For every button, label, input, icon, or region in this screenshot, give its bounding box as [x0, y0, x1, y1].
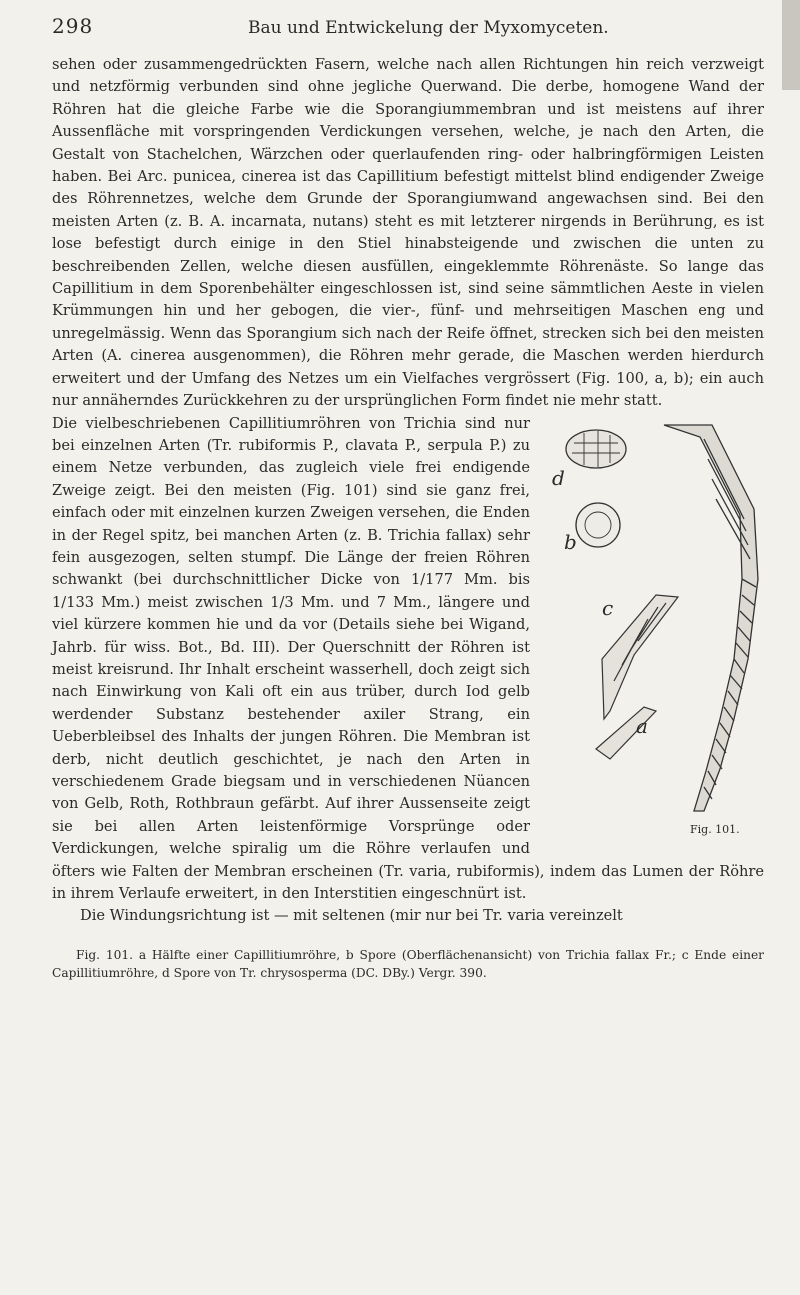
figure-101	[544, 419, 772, 839]
fig-label-a: a	[636, 713, 648, 738]
figure-number: Fig. 101.	[690, 822, 740, 836]
paragraph-3: Die Windungsrichtung ist — mit seltenen (mir nur bei Tr. varia vereinzelt	[80, 907, 623, 925]
fig-label-c: c	[602, 595, 614, 620]
paragraph-1: sehen oder zusammengedrückten Fasern, welche nach allen Richtungen hin reich verzweigt und netzförmig verbunden sind ohne jegliche Querwand. Die derbe, homogene Wand der Röhren hat die gleiche Farbe wie die Sporangiummembran und ist meistens auf ihrer Aussenfläche mit vorspringenden Verdickungen versehen, welche, je nach den Arten, die Gestalt von Stachelchen, Wärzchen oder querlaufenden ring- oder halbringförmigen Leisten haben. Bei Arc. punicea, cinerea ist das Capillitium befestigt mittelst blind endigender Zweige des Röhrennetzes, welche dem Grunde der Sporangiumwand angewachsen sind. Bei den meisten Arten (z. B. A. incarnata, nutans) steht es mit letzterer nirgends in Berührung, es ist lose befestigt durch einige in den Stiel hinabsteigende und zwischen die unten zu beschreibenden Zellen, welche diesen ausfüllen, eingeklemmte Röhrenäste. So lange das Capillitium in dem Sporenbehälter eingeschlossen ist, sind seine sämmtlichen Aeste in vielen Krümmungen hin und her gebogen, die vier-, fünf- und mehrseitigen Maschen eng und unregelmässig. Wenn das Sporangium sich nach der Reife öffnet, strecken sich bei den meisten Arten (A. cinerea ausgenommen), die Röhren mehr gerade, die Maschen werden hierdurch erweitert und der Umfang des Netzes um ein Vielfaches vergrössert (Fig. 100, a, b); ein auch nur annäherndes Zurückkehren zu der ursprünglichen Form findet nie mehr statt.	[52, 56, 764, 410]
figure-caption: Fig. 101. a Hälfte einer Capillitiumröhre, b Spore (Oberflächenansicht) von Trichia fallax Fr.; c Ende einer Capillitiumröhre, d Spore von Tr. chrysosperma (DC. DBy.) Vergr. 390.	[52, 947, 764, 980]
spore-d	[566, 430, 626, 468]
fig-label-d: d	[552, 465, 565, 490]
running-title: Bau und Entwickelung der Myxomyceten.	[248, 18, 609, 38]
capillitium-tube-a	[664, 425, 758, 811]
paragraph-2: Die vielbeschriebenen Capillitiumröhren von Trichia sind nur bei einzelnen Arten (Tr. rubiformis P., clavata P., serpula P.) zu einem Netze verbunden, das zugleich viele frei endigende Zweige zeigt. Bei den meisten (Fig. 101) sind sie ganz frei, einfach oder mit einzelnen kurzen Zweigen versehen, die Enden in der Regel spitz, bei manchen Arten (z. B. Trichia fallax) sehr fein ausgezogen, selten stumpf. Die Länge der freien Röhren schwankt (bei durchschnittlicher Dicke von 1/177 Mm. bis 1/133 Mm.) meist zwischen 1/3 Mm. und 7 Mm., längere und viel kürzere kommen hie und da vor (Details siehe bei Wigand, Jahrb. für wiss. Bot., Bd. III). Der Querschnitt der Röhren ist meist kreisrund. Ihr Inhalt erscheint wasserhell, doch zeigt sich nach Einwirkung von Kali oft ein aus trüber, durch Iod gelb werdender Substanz bestehender axiler Strang, ein Ueberbleibsel des Inhalts der jungen Röhren. Die Membran ist derb, nicht deutlich geschichtet, je nach den Arten in verschiedenem Grade biegsam und in verschiedenen Nüancen von Gelb, Roth, Rothbraun gefärbt. Auf ihrer Aussenseite zeigt sie bei allen Arten leistenförmige Vorsprünge oder Verdickungen, welche spiralig um die Röhre verlaufen und öfters wie Falten der Membran erscheinen (Tr. varia, rubiformis), indem das Lumen der Röhre in ihrem Verlaufe erweitert, in den Interstitien eingeschnürt ist.	[52, 414, 764, 903]
page-number: 298	[52, 14, 94, 38]
spore-b	[576, 503, 620, 547]
body-text	[52, 54, 764, 928]
fig-label-b: b	[564, 529, 577, 554]
page-header	[52, 14, 764, 54]
book-page	[52, 14, 764, 1284]
capillitium-tube-c	[602, 595, 678, 719]
page-edge-mark	[782, 0, 800, 90]
figure-101-illustration	[544, 419, 772, 819]
